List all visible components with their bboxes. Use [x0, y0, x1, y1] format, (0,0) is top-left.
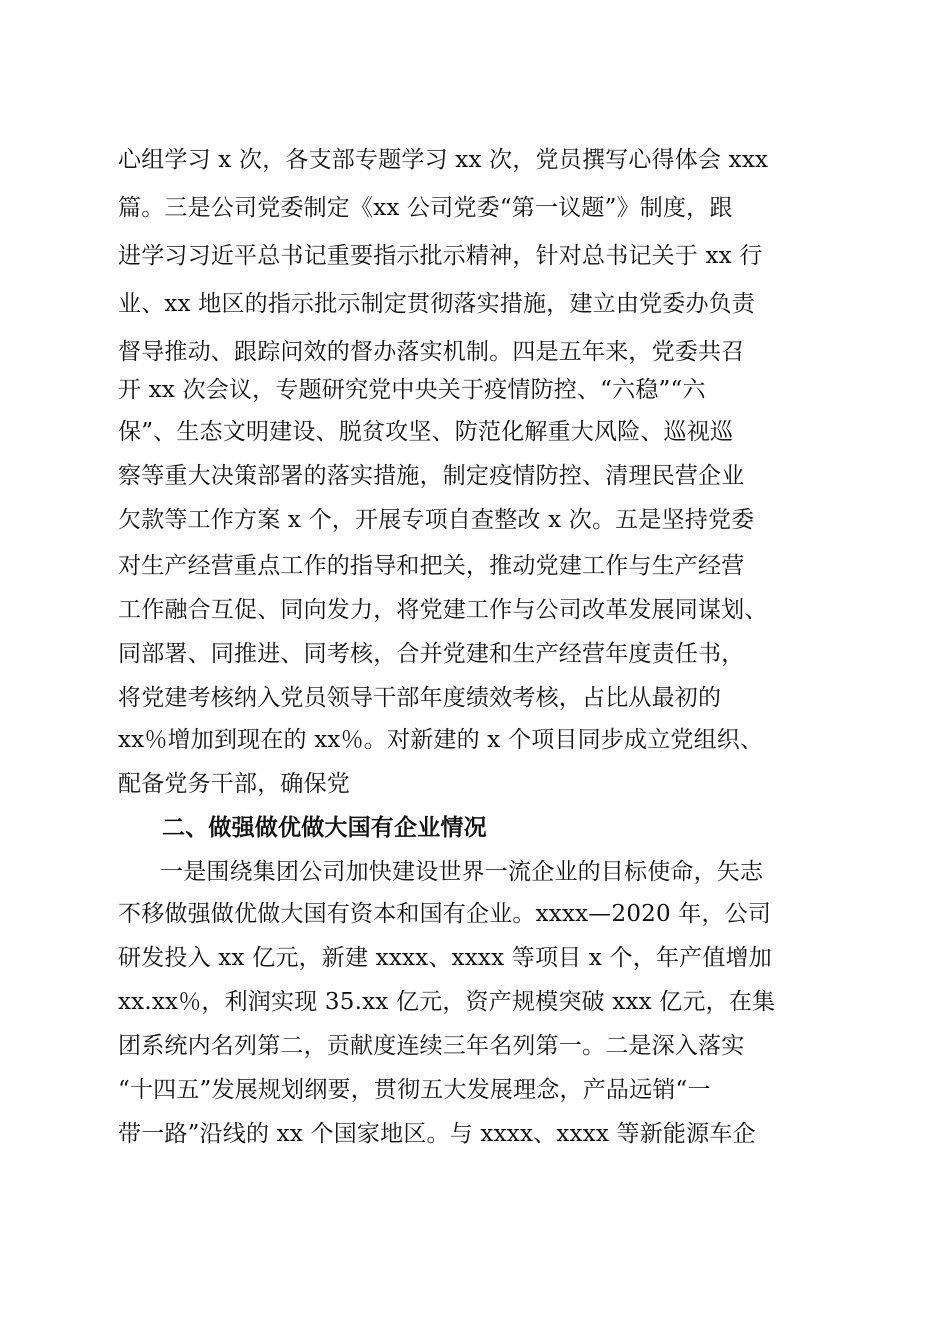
body-text-line: 篇。三是公司党委制定《xx 公司党委“第一议题”》制度，跟: [118, 195, 733, 221]
body-text-line: 进学习习近平总书记重要指示批示精神，针对总书记关于 xx 行: [118, 243, 763, 269]
body-text-line: 将党建考核纳入党员领导干部年度绩效考核，占比从最初的: [118, 685, 722, 711]
body-text-line: 一是围绕集团公司加快建设世界一流企业的目标使命，矢志: [160, 859, 764, 885]
body-text-line: xx％增加到现在的 xx％。对新建的 x 个项目同步成立党组织、: [118, 727, 764, 753]
body-text-line: 欠款等工作方案 x 个，开展专项自查整改 x 次。五是坚持党委: [118, 507, 755, 533]
section-heading: 二、做强做优做大国有企业情况: [162, 815, 487, 841]
body-text-line: 督导推动、跟踪问效的督办落实机制。四是五年来，党委共召: [118, 339, 745, 365]
body-text-line: 保”、生态文明建设、脱贫攻坚、防范化解重大风险、巡视巡: [118, 419, 734, 445]
body-text-line: xx.xx％，利润实现 35.xx 亿元，资产规模突破 xxx 亿元，在集: [118, 989, 776, 1015]
body-text-line: 察等重大决策部署的落实措施，制定疫情防控、清理民营企业: [118, 463, 745, 489]
body-text-line: 不移做强做优做大国有资本和国有企业。xxxx—2020 年，公司: [118, 901, 772, 927]
body-text-line: 开 xx 次会议，专题研究党中央关于疫情防控、“六稳”“六: [118, 377, 706, 403]
body-text-line: 业、xx 地区的指示批示制定贯彻落实措施，建立由党委办负责: [118, 291, 756, 317]
body-text-line: 同部署、同推进、同考核，合并党建和生产经营年度责任书，: [118, 641, 745, 667]
body-text-line: 研发投入 xx 亿元，新建 xxxx、xxxx 等项目 x 个，年产值增加: [118, 945, 772, 971]
body-text-line: “十四五”发展规划纲要，贯彻五大发展理念，产品远销“一: [118, 1077, 711, 1103]
body-text-line: 配备党务干部，确保党: [118, 771, 350, 797]
body-text-line: 对生产经营重点工作的指导和把关，推动党建工作与生产经营: [118, 553, 745, 579]
body-text-line: 带一路”沿线的 xx 个国家地区。与 xxxx、xxxx 等新能源车企: [118, 1121, 756, 1147]
body-text-line: 工作融合互促、同向发力，将党建工作与公司改革发展同谋划、: [118, 597, 768, 623]
body-text-line: 团系统内名列第二，贡献度连续三年名列第一。二是深入落实: [118, 1033, 745, 1059]
body-text-line: 心组学习 x 次，各支部专题学习 xx 次，党员撰写心得体会 xxx: [118, 147, 769, 173]
